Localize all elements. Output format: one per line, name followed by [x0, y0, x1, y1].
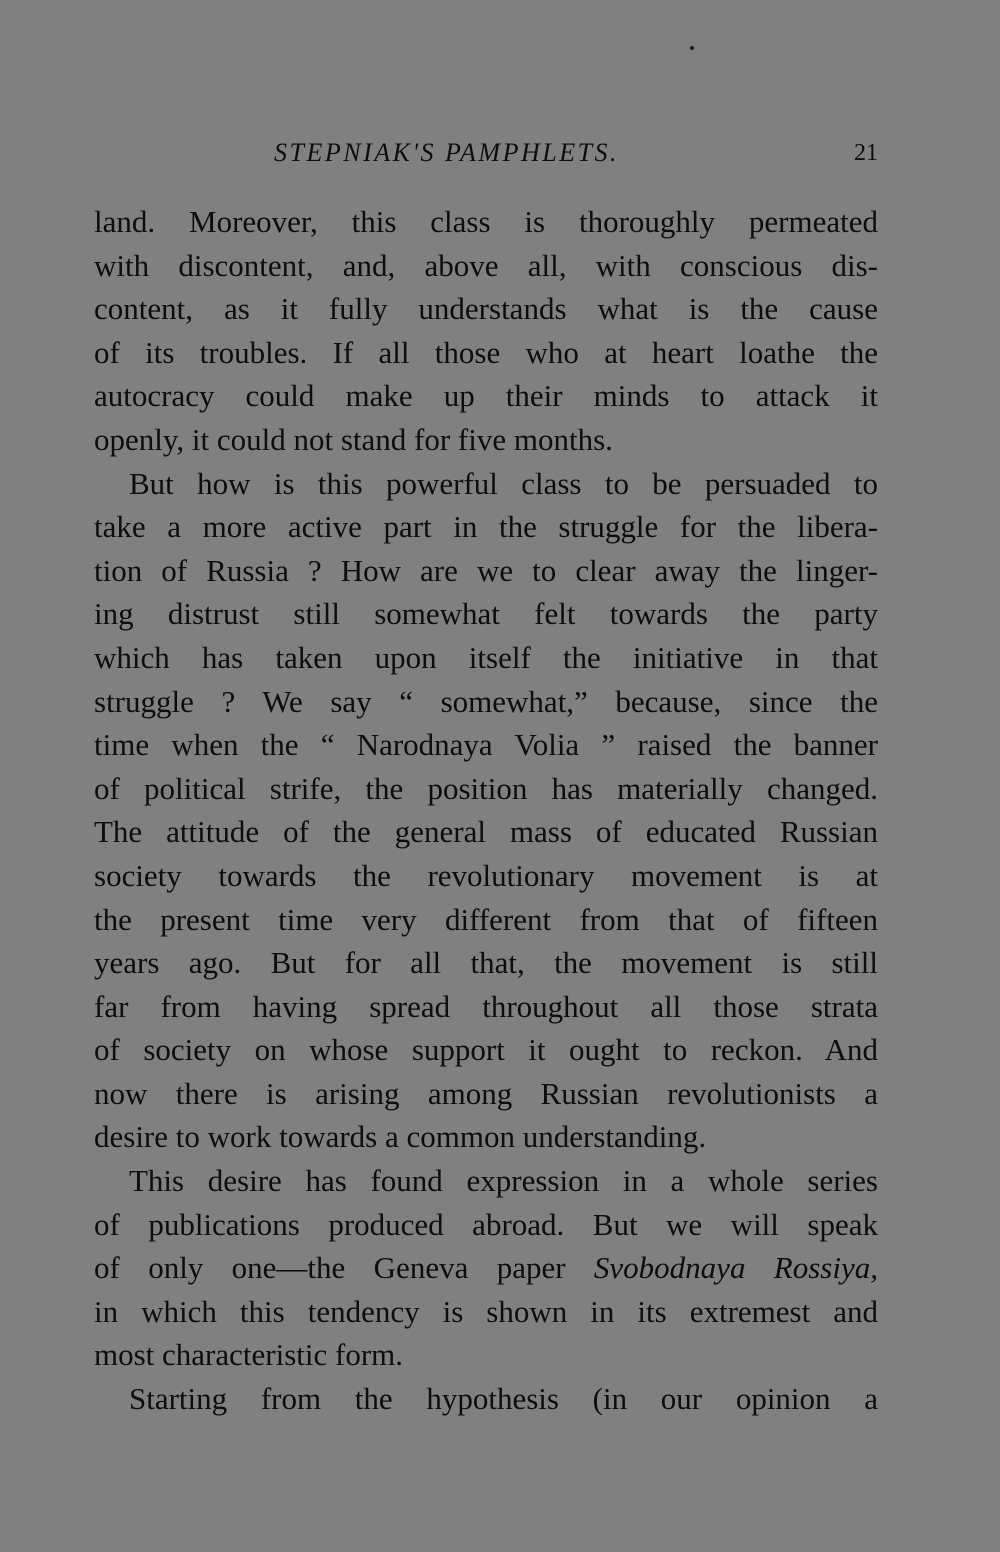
text-line: years ago. But for all that, the movement is still	[94, 945, 878, 981]
text-line: land. Moreover, this class is thoroughly permeated	[94, 204, 878, 239]
body-text	[94, 200, 878, 1421]
text-line: openly, it could not stand for five months.	[94, 421, 613, 457]
text-line: Starting from the hypothesis (in our opinion a	[129, 1381, 878, 1417]
page-number: 21	[854, 140, 878, 166]
text-line: society towards the revolutionary movement is at	[94, 857, 878, 893]
running-head	[94, 138, 878, 174]
text-line: of publications produced abroad. But we will speak	[94, 1206, 878, 1242]
text-line: of political strife, the position has materially changed.	[94, 770, 878, 806]
text-line: autocracy could make up their minds to attack it	[94, 378, 878, 414]
text-line: take a more active part in the struggle for the libera-	[94, 509, 878, 545]
text-line-with-italic	[94, 1246, 878, 1290]
text-line: which has taken upon itself the initiative in that	[94, 639, 878, 675]
text-line: desire to work towards a common understanding.	[94, 1119, 707, 1155]
text-line: of its troubles. If all those who at heart loathe the	[94, 334, 878, 370]
text-line: in which this tendency is shown in its extremest and	[94, 1293, 878, 1329]
text-line: now there is arising among Russian revolutionists a	[94, 1075, 878, 1111]
text-line: the present time very different from that of fifteen	[94, 901, 878, 937]
text-line: far from having spread throughout all those strata	[94, 988, 878, 1024]
text-run: of only one—the Geneva paper	[94, 1250, 594, 1286]
text-line: content, as it fully understands what is the cause	[94, 291, 878, 327]
text-line: of society on whose support it ought to reckon. And	[94, 1032, 878, 1068]
text-line: The attitude of the general mass of educated Russian	[94, 814, 878, 850]
running-title: STEPNIAK'S PAMPHLETS.	[274, 138, 620, 167]
text-line: time when the “ Narodnaya Volia ” raised the banner	[94, 727, 878, 763]
text-line: most characteristic form.	[94, 1337, 404, 1373]
text-line: tion of Russia ? How are we to clear away the linger-	[94, 552, 878, 588]
text-line: This desire has found expression in a whole series	[129, 1163, 878, 1199]
italic-periodical-title: Svobodnaya Rossiya,	[593, 1250, 878, 1286]
text-line: with discontent, and, above all, with conscious dis-	[94, 247, 878, 283]
ink-speck	[690, 46, 694, 50]
text-line: struggle ? We say “ somewhat,” because, since the	[94, 683, 878, 719]
text-line: ing distrust still somewhat felt towards the party	[94, 596, 878, 632]
text-line: But how is this powerful class to be persuaded to	[129, 465, 878, 501]
